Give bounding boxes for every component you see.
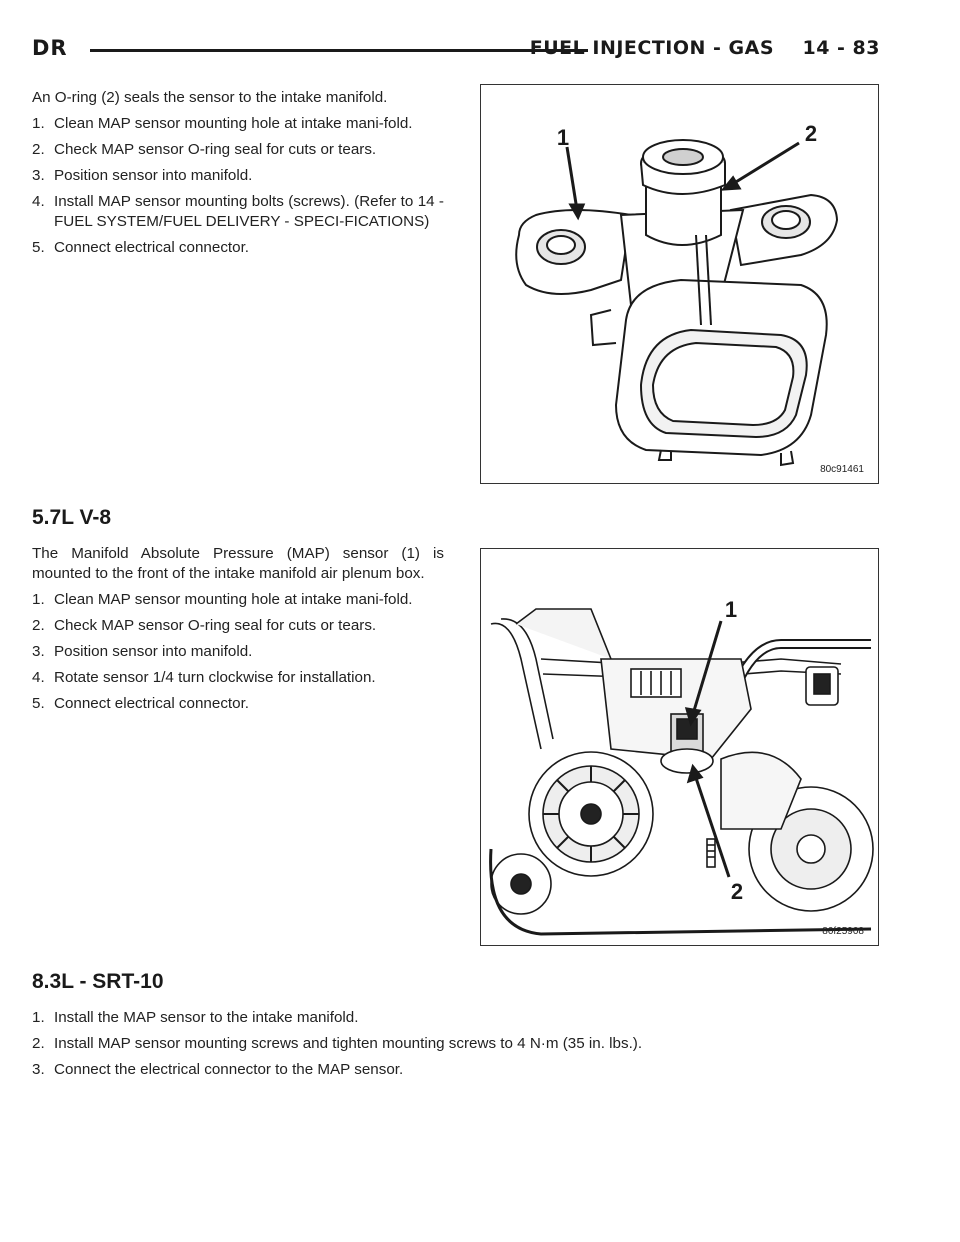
manual-model-code: DR [32, 36, 68, 60]
figure-id: 80c91461 [820, 464, 864, 475]
v8-heading: 5.7L V-8 [32, 506, 111, 529]
engine-bay-illustration [481, 549, 878, 945]
list-item: 3. Position sensor into manifold. [32, 643, 253, 660]
callout-1: 1 [556, 125, 570, 150]
list-item: 3. Connect the electrical connector to the MAP sensor. [32, 1061, 404, 1078]
srt-heading-block [32, 972, 912, 992]
list-item: 3. Position sensor into manifold. [32, 167, 253, 184]
map-sensor-figure [480, 84, 879, 484]
list-item: 2. Check MAP sensor O-ring seal for cuts or tears. [32, 617, 377, 634]
top-intro: An O-ring (2) seals the sensor to the intake manifold. [32, 89, 388, 106]
srt-heading: 8.3L - SRT-10 [32, 970, 164, 993]
page-header [32, 36, 880, 68]
v8-heading-block [32, 508, 452, 528]
list-item: 5. Connect electrical connector. [32, 695, 250, 712]
top-procedure [32, 88, 444, 264]
v8-procedure [32, 544, 444, 720]
list-item: 2. Check MAP sensor O-ring seal for cuts or tears. [32, 141, 377, 158]
callout-1: 1 [724, 597, 738, 622]
engine-bay-figure [480, 548, 879, 946]
callout-2: 2 [730, 879, 744, 904]
list-item: 5. Connect electrical connector. [32, 239, 250, 256]
list-item: 4. Install MAP sensor mounting bolts (screws). (Refer to 14 - FUEL SYSTEM/FUEL DELIVERY - SPECI-FICATIONS) [32, 193, 444, 230]
list-item: 2. Install MAP sensor mounting screws and tighten mounting screws to 4 N·m (35 in. lbs.). [32, 1035, 643, 1052]
list-item: 1. Clean MAP sensor mounting hole at intake mani-fold. [32, 591, 413, 608]
page-number: 14 - 83 [802, 37, 880, 59]
srt-procedure [32, 1008, 912, 1086]
map-sensor-illustration [481, 85, 878, 483]
section-title: FUEL INJECTION - GAS [529, 37, 775, 59]
header-section-page [530, 37, 880, 59]
list-item: 4. Rotate sensor 1/4 turn clockwise for installation. [32, 669, 376, 686]
v8-intro: The Manifold Absolute Pressure (MAP) sensor (1) is mounted to the front of the intake manifold air plenum box. [32, 545, 444, 582]
list-item: 1. Clean MAP sensor mounting hole at intake mani-fold. [32, 115, 413, 132]
header-rule [90, 49, 588, 52]
callout-2: 2 [804, 121, 818, 146]
figure-id: 80f25908 [822, 926, 864, 937]
list-item: 1. Install the MAP sensor to the intake manifold. [32, 1009, 359, 1026]
